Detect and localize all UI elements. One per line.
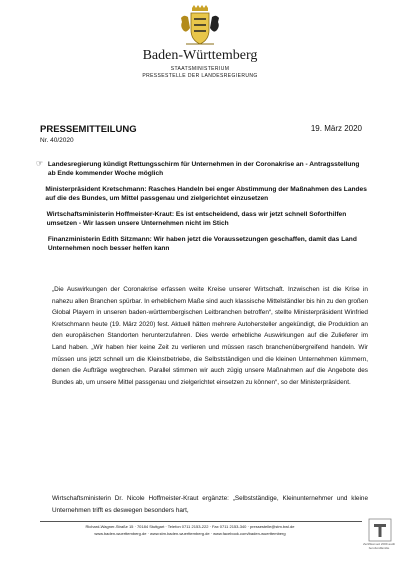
pointing-hand-icon: ☞ (36, 159, 44, 168)
state-coat-of-arms-icon (178, 4, 222, 48)
headline-row (40, 210, 367, 228)
sub-headline: Finanzministerin Edith Sitzmann: Wir haben jetzt die Voraussetzungen geschaffen, damit das Land Unternehmen noch besser helfen kann (47, 236, 357, 252)
audit-certificate-icon (368, 518, 392, 542)
body-paragraph: Wirtschaftsministerin Dr. Nicole Hoffmeister-Kraut ergänzte: „Selbstständige, Kleinunternehmer und kleine Unternehmen trifft es deswegen besonders hart, (52, 495, 368, 514)
headline-row (40, 185, 367, 203)
release-number: Nr. 40/2020 (40, 137, 74, 144)
certificate-caption: Zertifikat seit 2009 audit berufundfamilie (363, 542, 395, 550)
ministry-name: STAATSMINISTERIUM (170, 66, 230, 72)
footer-links: www.baden-wuerttemberg.de · www.stm.baden-wuerttemberg.de · www.facebook.com/baden-wuerttemberg (94, 531, 286, 536)
brand-name: Baden-Württemberg (142, 48, 258, 63)
sub-headline: Wirtschaftsministerin Hoffmeister-Kraut: Es ist entscheidend, dass wir jetzt schnell Soforthilfen umsetzen - Wir lassen unsere Unternehmen nicht im Stich (46, 211, 347, 227)
press-office-name: PRESSESTELLE DER LANDESREGIERUNG (142, 73, 258, 79)
main-headline: Landesregierung kündigt Rettungsschirm für Unternehmen in der Coronakrise an - Antragsstellung ab Ende kommender Woche möglich (47, 161, 360, 177)
headline-row (36, 159, 367, 178)
sub-headline: Ministerpräsident Kretschmann: Rasches Handeln bei enger Abstimmung der Maßnahmen des Landes auf die des Bundes, um Mittel passgenau und zielgerichtet einzusetzen (45, 186, 367, 202)
body-paragraph: „Die Auswirkungen der Coronakrise erfassen weite Kreise unserer Wirtschaft. Inzwischen ist die Krise in nahezu allen Branchen spürbar. In erheblichem Maße sind auch klassische Mittelständler bis hin zu den großen Global Playern in unseren baden-württembergischen Leitbranchen betroffen“, stellte Ministerpräsident Winfried Kretschmann heute (19. März 2020) fest. Aktuell hätten mehrere Autohersteller angekündigt, die Produktion an den europäischen Standorten herunterzufahren. Dies werde erhebliche Auswirkungen auf die Zulieferer im Land haben. „Wir haben hier keine Zeit zu verlieren und müssen rasch branchenübergreifend handeln. Wir müssen uns jetzt schnell um die Kleinstbetriebe, die Selbstständigen und die kleinen Unternehmen kümmern, denen die Aufträge wegbrechen. Parallel stimmen wir auch zügig unsere Maßnahmen auf die Angebote des Bundes ab, um unsere Mittel passgenau und zielgerichtet einsetzen zu können“, so der Ministerpräsident. (52, 286, 368, 386)
headline-row (40, 235, 367, 253)
document-title: PRESSEMITTEILUNG (40, 124, 137, 135)
headline-list (36, 159, 367, 253)
footer-divider (40, 521, 362, 522)
release-date: 19. März 2020 (310, 124, 362, 133)
footer-contact: Richard-Wagner-Straße 15 · 70184 Stuttgart · Telefon 0711 2153-222 · Fax 0711 2153-340 · pressestelle@stm.bwl.de (85, 524, 295, 529)
